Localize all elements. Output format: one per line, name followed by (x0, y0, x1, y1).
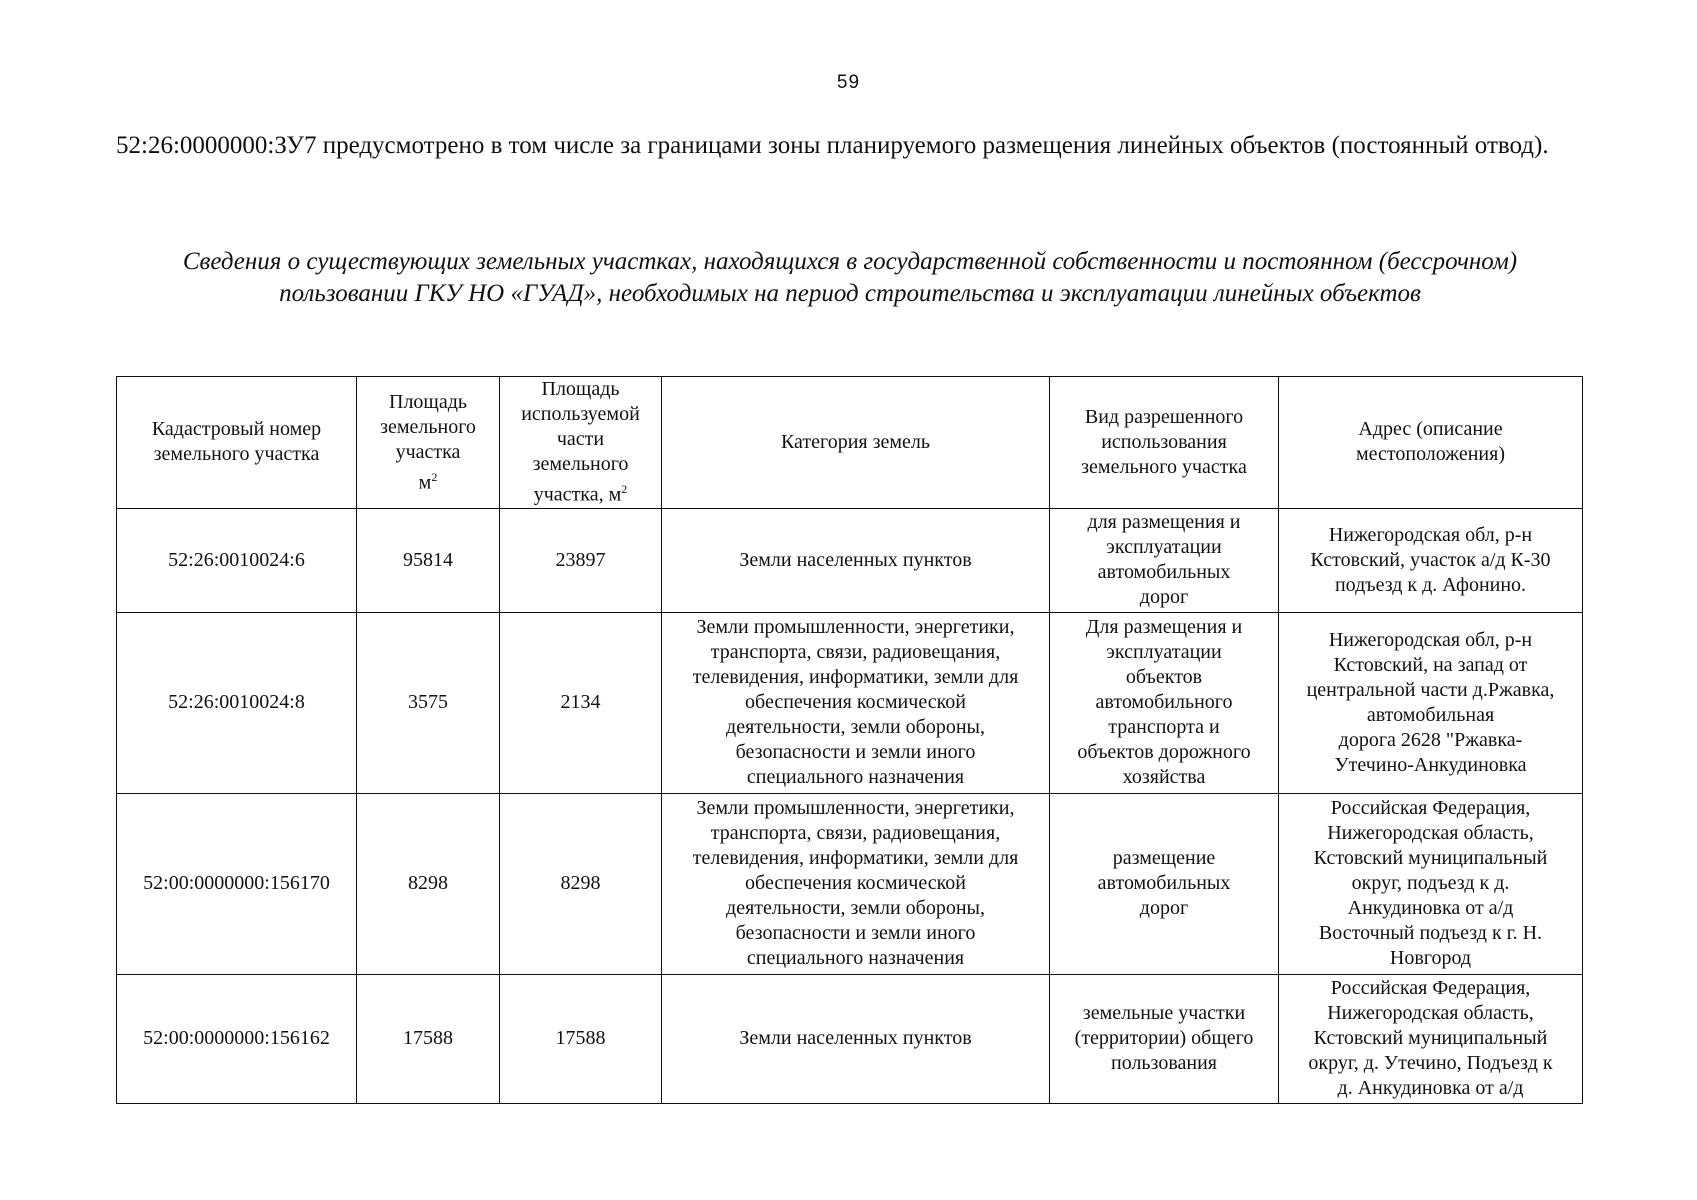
plot-area-cell: 8298 (357, 793, 500, 974)
permitted-use-cell: размещение автомобильных дорог (1050, 793, 1279, 974)
used-area-cell: 17588 (500, 974, 662, 1103)
header-plot-area: Площадь земельного участка $м^2$ (357, 377, 500, 509)
header-used-area: Площадь используемой части земельного участка, $м^2$ (500, 377, 662, 509)
address-cell: Нижегородская обл, р-н Кстовский, участок а/д К-30 подъезд к д. Афонино. (1279, 508, 1583, 612)
table-caption: Сведения о существующих земельных участках, находящихся в государственной собственности и постоянном (бессрочном) пользовании ГКУ НО «ГУАД», необходимых на период строительства и эксплуатации линейных объектов (182, 248, 1518, 307)
header-cadastral-number: Кадастровый номер земельного участка (117, 377, 357, 509)
cadastral-number-cell: 52:00:0000000:156170 (117, 793, 357, 974)
table-row (117, 793, 1583, 974)
table-header-row (117, 377, 1583, 509)
used-area-cell: 8298 (500, 793, 662, 974)
cadastral-number-cell: 52:26:0010024:6 (117, 508, 357, 612)
land-category-cell: Земли населенных пунктов (662, 974, 1050, 1103)
land-category-cell: Земли промышленности, энергетики, транспорта, связи, радиовещания, телевидения, информатики, земли для обеспечения космической деятельности, земли обороны, безопасности и земли иного специального назначения (662, 612, 1050, 793)
cadastral-number-cell: 52:00:0000000:156162 (117, 974, 357, 1103)
body-paragraph: 52:26:0000000:ЗУ7 предусмотрено в том числе за границами зоны планируемого размещения линейных объектов (постоянный отвод). (116, 132, 1549, 159)
page-number: 59 (836, 72, 861, 93)
land-plots-table (116, 376, 1583, 1104)
plot-area-cell: 95814 (357, 508, 500, 612)
plot-area-cell: 17588 (357, 974, 500, 1103)
land-category-cell: Земли населенных пунктов (662, 508, 1050, 612)
address-cell: Нижегородская обл, р-н Кстовский, на запад от центральной части д.Ржавка, автомобильная дорога 2628 "Ржавка- Утечино-Анкудиновка (1279, 612, 1583, 793)
unit-superscript: 2 (621, 482, 628, 496)
cadastral-number-cell: 52:26:0010024:8 (117, 612, 357, 793)
header-land-category: Категория земель (662, 377, 1050, 509)
permitted-use-cell: Для размещения и эксплуатации объектов автомобильного транспорта и объектов дорожного хозяйства (1050, 612, 1279, 793)
permitted-use-cell: для размещения и эксплуатации автомобильных дорог (1050, 508, 1279, 612)
land-category-cell: Земли промышленности, энергетики, транспорта, связи, радиовещания, телевидения, информатики, земли для обеспечения космической деятельности, земли обороны, безопасности и земли иного специального назначения (662, 793, 1050, 974)
permitted-use-cell: земельные участки (территории) общего пользования (1050, 974, 1279, 1103)
header-permitted-use: Вид разрешенного использования земельного участка (1050, 377, 1279, 509)
address-cell: Российская Федерация, Нижегородская область, Кстовский муниципальный округ, д. Утечино, Подъезд к д. Анкудиновка от а/д (1279, 974, 1583, 1103)
table-row (117, 508, 1583, 612)
used-area-cell: 2134 (500, 612, 662, 793)
header-address: Адрес (описание местоположения) (1279, 377, 1583, 509)
plot-area-cell: 3575 (357, 612, 500, 793)
unit-superscript: 2 (431, 469, 438, 484)
table-row (117, 974, 1583, 1103)
table-row (117, 612, 1583, 793)
used-area-cell: 23897 (500, 508, 662, 612)
address-cell: Российская Федерация, Нижегородская область, Кстовский муниципальный округ, подъезд к д. Анкудиновка от а/д Восточный подъезд к г. Н. Новгород (1279, 793, 1583, 974)
